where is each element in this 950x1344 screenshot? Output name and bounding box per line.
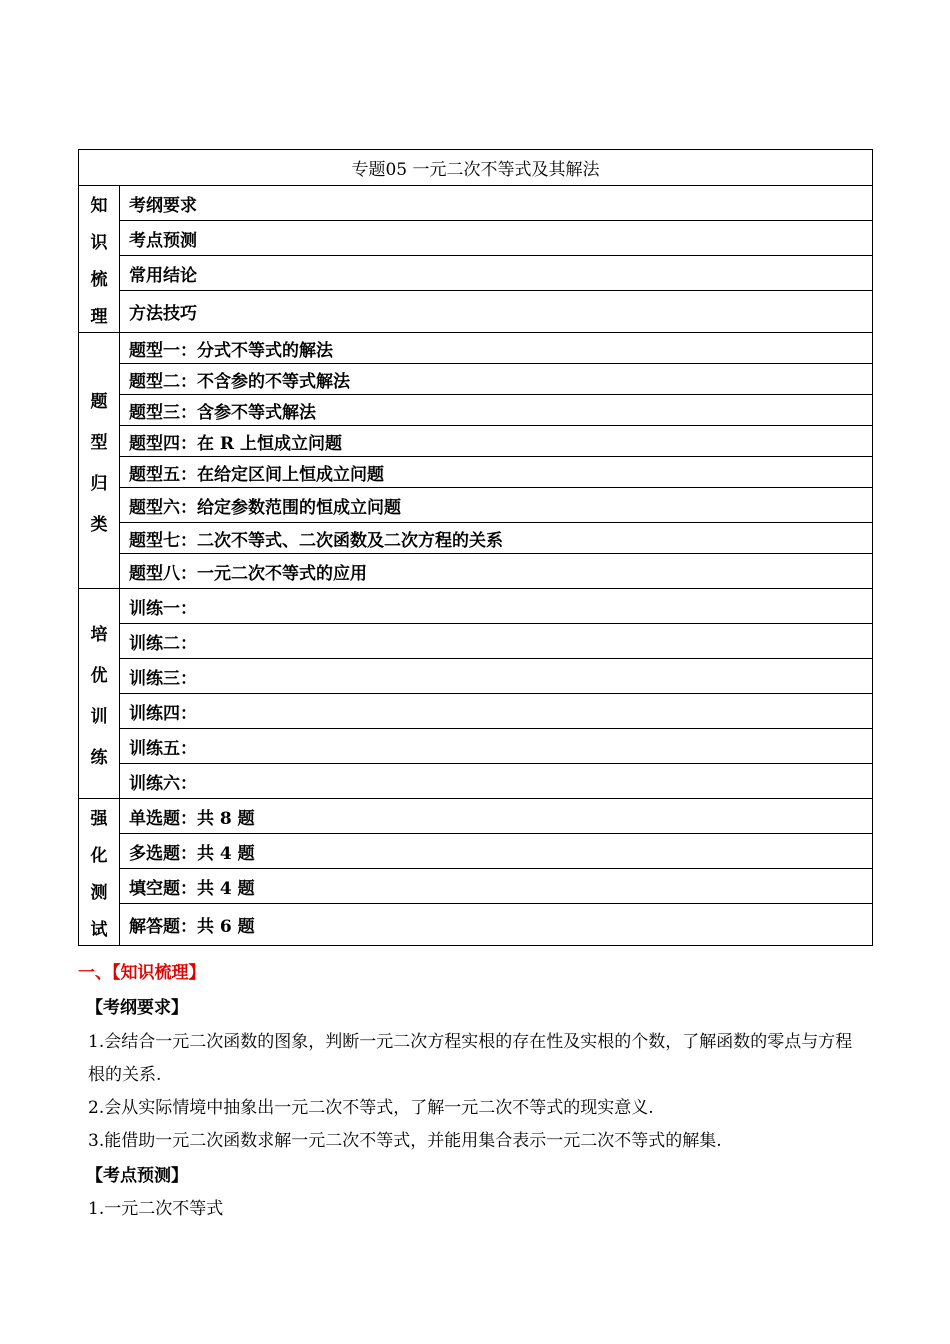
table-item: 训练三： bbox=[120, 659, 873, 694]
section-label-training bbox=[79, 589, 120, 799]
section-label-tests bbox=[79, 799, 120, 946]
section-char: 化 bbox=[90, 846, 108, 866]
table-item: 训练一： bbox=[120, 589, 873, 624]
section-char: 梳 bbox=[90, 270, 108, 290]
section-char: 题 bbox=[90, 391, 108, 412]
section-char: 型 bbox=[90, 432, 108, 453]
table-title: 专题05 一元二次不等式及其解法 bbox=[79, 150, 873, 186]
section-char: 测 bbox=[90, 883, 108, 903]
kaodian-heading: 【考点预测】 bbox=[86, 1166, 188, 1186]
table-item: 考纲要求 bbox=[120, 186, 873, 221]
section-char: 试 bbox=[90, 920, 108, 940]
table-item: 常用结论 bbox=[120, 256, 873, 291]
table-item: 题型二：不含参的不等式解法 bbox=[120, 364, 873, 395]
section-char: 培 bbox=[90, 624, 108, 645]
table-item: 填空题：共 4 题 bbox=[120, 869, 873, 904]
table-item: 题型七：二次不等式、二次函数及二次方程的关系 bbox=[120, 523, 873, 554]
section-char: 识 bbox=[90, 233, 108, 253]
contents-table bbox=[78, 149, 873, 946]
table-item: 训练五： bbox=[120, 729, 873, 764]
table-item: 考点预测 bbox=[120, 221, 873, 256]
table-item: 训练四： bbox=[120, 694, 873, 729]
section-char: 训 bbox=[90, 706, 108, 727]
table-item: 题型六：给定参数范围的恒成立问题 bbox=[120, 488, 873, 523]
kaogang-item: 2.会从实际情境中抽象出一元二次不等式，了解一元二次不等式的现实意义. bbox=[88, 1098, 654, 1118]
table-item: 题型一：分式不等式的解法 bbox=[120, 333, 873, 364]
table-item: 单选题：共 8 题 bbox=[120, 799, 873, 834]
table-item: 题型三：含参不等式解法 bbox=[120, 395, 873, 426]
table-item: 解答题：共 6 题 bbox=[120, 904, 873, 946]
section-char: 优 bbox=[90, 665, 108, 686]
table-item: 题型八：一元二次不等式的应用 bbox=[120, 554, 873, 589]
table-item: 题型五：在给定区间上恒成立问题 bbox=[120, 457, 873, 488]
section-label-knowledge bbox=[79, 186, 120, 333]
section-label-question-types bbox=[79, 333, 120, 589]
table-item: 训练六： bbox=[120, 764, 873, 799]
section-char: 归 bbox=[90, 473, 108, 494]
section-char: 练 bbox=[90, 747, 108, 768]
table-item: 题型四：在 R 上恒成立问题 bbox=[120, 426, 873, 457]
table-item: 训练二： bbox=[120, 624, 873, 659]
table-item: 方法技巧 bbox=[120, 291, 873, 333]
kaogang-item: 3.能借助一元二次函数求解一元二次不等式，并能用集合表示一元二次不等式的解集. bbox=[88, 1131, 722, 1151]
kaogang-item: 1.会结合一元二次函数的图象，判断一元二次方程实根的存在性及实根的个数，了解函数的零点与方程根的关系. bbox=[88, 1032, 853, 1085]
body-content bbox=[78, 957, 868, 1226]
section-char: 类 bbox=[90, 514, 108, 535]
table-item: 多选题：共 4 题 bbox=[120, 834, 873, 869]
section-heading: 一、【知识梳理】 bbox=[78, 963, 206, 983]
section-char: 强 bbox=[90, 809, 108, 829]
section-char: 知 bbox=[90, 196, 108, 216]
kaodian-item: 1.一元二次不等式 bbox=[88, 1199, 224, 1219]
kaogang-heading: 【考纲要求】 bbox=[86, 998, 188, 1018]
section-char: 理 bbox=[90, 307, 108, 327]
